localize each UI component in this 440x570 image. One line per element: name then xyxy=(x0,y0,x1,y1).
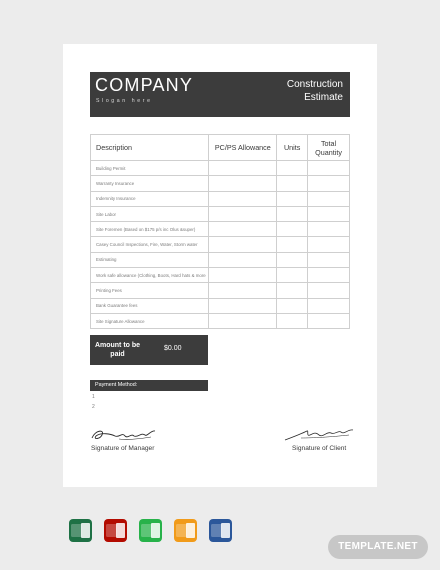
table-row xyxy=(91,222,350,237)
units-cell xyxy=(277,268,308,283)
units-cell xyxy=(277,206,308,221)
column-header-allowance: PC/PS Allowance xyxy=(209,135,277,161)
table-row xyxy=(91,252,350,267)
total-quantity-cell xyxy=(308,237,350,252)
description-cell: Warranty Insurance xyxy=(91,176,209,191)
description-cell: Bank Guarantee fees xyxy=(91,298,209,313)
excel-icon[interactable] xyxy=(68,518,93,543)
payment-line-2: 2 xyxy=(92,404,95,410)
table-row xyxy=(91,176,350,191)
table-row xyxy=(91,313,350,328)
table-row xyxy=(91,268,350,283)
table-row xyxy=(91,298,350,313)
total-quantity-cell xyxy=(308,161,350,176)
manager-signature-image xyxy=(89,426,161,444)
table-row xyxy=(91,191,350,206)
units-cell xyxy=(277,176,308,191)
column-header-total-quantity: Total Quantity xyxy=(308,135,350,161)
units-cell xyxy=(277,298,308,313)
table-row xyxy=(91,161,350,176)
allowance-cell xyxy=(209,191,277,206)
description-cell: Site Labor xyxy=(91,206,209,221)
description-cell: Building Permit xyxy=(91,161,209,176)
brand-badge[interactable]: TEMPLATE.NET xyxy=(328,535,428,559)
total-quantity-cell xyxy=(308,298,350,313)
document-header xyxy=(90,72,350,117)
units-cell xyxy=(277,191,308,206)
document-title xyxy=(243,78,343,104)
total-quantity-cell xyxy=(308,191,350,206)
word-icon[interactable] xyxy=(208,518,233,543)
amount-label: Amount to be paid xyxy=(94,342,141,358)
document-title-line-1: Construction xyxy=(286,79,343,90)
units-cell xyxy=(277,237,308,252)
units-cell xyxy=(277,283,308,298)
total-quantity-cell xyxy=(308,283,350,298)
description-cell: Estimating xyxy=(91,252,209,267)
allowance-cell xyxy=(209,237,277,252)
allowance-cell xyxy=(209,268,277,283)
allowance-cell xyxy=(209,313,277,328)
total-quantity-cell xyxy=(308,313,350,328)
description-cell: Indemnity Insurance xyxy=(91,191,209,206)
description-cell: Printing Fees xyxy=(91,283,209,298)
units-cell xyxy=(277,313,308,328)
total-quantity-cell xyxy=(308,222,350,237)
table-body xyxy=(91,161,350,329)
total-quantity-cell xyxy=(308,252,350,267)
table-row xyxy=(91,206,350,221)
estimate-table xyxy=(90,134,350,329)
payment-line-1: 1 xyxy=(92,394,95,400)
total-quantity-cell xyxy=(308,176,350,191)
numbers-icon[interactable] xyxy=(138,518,163,543)
allowance-cell xyxy=(209,298,277,313)
allowance-cell xyxy=(209,206,277,221)
total-quantity-cell xyxy=(308,268,350,283)
payment-method-header: Payment Method: xyxy=(90,380,208,391)
allowance-cell xyxy=(209,252,277,267)
allowance-cell xyxy=(209,222,277,237)
company-slogan: Slogan here xyxy=(96,98,153,104)
description-cell: Casey Council Inspections, Fire, Water, Storm water xyxy=(91,237,209,252)
client-signature-image xyxy=(283,426,357,444)
document-title-line-2: Estimate xyxy=(304,92,343,103)
allowance-cell xyxy=(209,161,277,176)
total-quantity-cell xyxy=(308,206,350,221)
column-header-units: Units xyxy=(277,135,308,161)
table-row xyxy=(91,283,350,298)
pages-icon[interactable] xyxy=(173,518,198,543)
pdf-icon[interactable] xyxy=(103,518,128,543)
company-name: COMPANY xyxy=(95,75,194,95)
units-cell xyxy=(277,252,308,267)
description-cell: Site Foremen (Based on $175 p/s inc Olus &super) xyxy=(91,222,209,237)
allowance-cell xyxy=(209,176,277,191)
description-cell: Work safe allowance (Clothing, Boots, Hard hats & more xyxy=(91,268,209,283)
column-header-description: Description xyxy=(91,135,209,161)
document-page xyxy=(63,44,377,487)
table-row xyxy=(91,237,350,252)
table-header-row xyxy=(91,135,350,161)
units-cell xyxy=(277,161,308,176)
description-cell: Site Signature Allowance xyxy=(91,313,209,328)
manager-signature-label: Signature of Manager xyxy=(91,445,155,452)
allowance-cell xyxy=(209,283,277,298)
amount-box xyxy=(90,335,208,365)
client-signature-label: Signature of Client xyxy=(292,445,347,452)
units-cell xyxy=(277,222,308,237)
amount-value: $0.00 xyxy=(164,345,182,352)
